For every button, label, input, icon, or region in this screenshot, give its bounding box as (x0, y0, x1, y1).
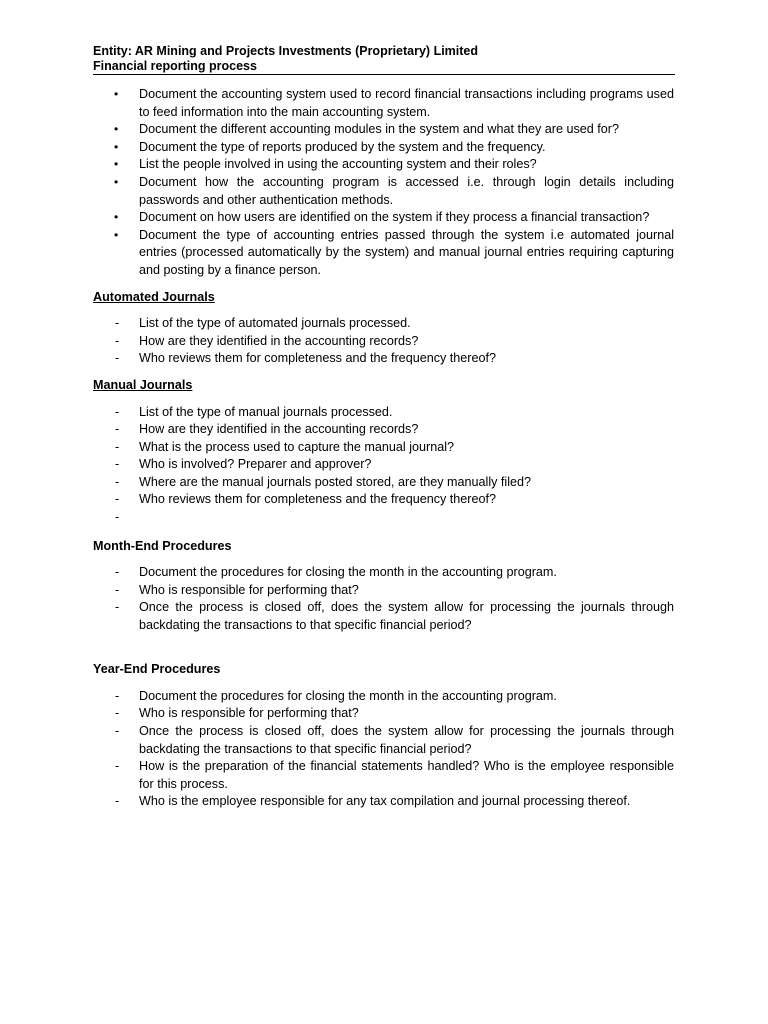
list-item-text: How is the preparation of the financial statements handled? Who is the employee responsible for this process. (139, 759, 674, 791)
intro-bullet-list (93, 86, 674, 280)
bullet-marker: • (114, 227, 119, 242)
month-end-heading: Month-End Procedures (93, 538, 232, 553)
dash-marker: - (115, 582, 120, 597)
list-item (93, 121, 674, 139)
list-item (93, 456, 674, 474)
list-item-text: What is the process used to capture the manual journal? (139, 439, 455, 454)
dash-marker: - (115, 759, 120, 774)
list-item (93, 758, 674, 793)
list-item-text: Document the procedures for closing the month in the accounting program. (139, 565, 557, 580)
list-item (93, 404, 674, 422)
list-item (93, 227, 674, 280)
automated-journals-list (93, 315, 674, 368)
list-item-text: Document the accounting system used to record financial transactions including programs used to feed information into the main accounting system. (139, 87, 674, 119)
bullet-marker: • (114, 139, 119, 154)
entity-line: Entity: AR Mining and Projects Investments (Proprietary) Limited (93, 44, 479, 58)
list-item-text: Document the procedures for closing the month in the accounting program. (139, 688, 557, 703)
automated-journals-heading: Automated Journals (93, 289, 215, 304)
list-item-text: Once the process is closed off, does the system allow for processing the journals through backdating the transactions to that specific financial period? (139, 724, 674, 756)
bullet-marker: • (114, 157, 119, 172)
list-item-text (139, 510, 143, 524)
dash-marker: - (115, 333, 120, 348)
list-item (93, 333, 674, 351)
dash-marker: - (115, 724, 120, 738)
list-item-text: Who reviews them for completeness and the frequency thereof? (139, 492, 497, 507)
document-body (93, 86, 674, 811)
list-item (93, 582, 674, 600)
bullet-marker: • (114, 174, 119, 189)
list-item-text: Who is responsible for performing that? (139, 706, 359, 721)
manual-journals-heading: Manual Journals (93, 377, 193, 392)
list-item-text: Who reviews them for completeness and the frequency thereof? (139, 351, 497, 366)
list-item-text: Where are the manual journals posted stored, are they manually filed? (139, 474, 532, 489)
list-item-text: List of the type of manual journals processed. (139, 404, 393, 419)
list-item-text: Document the type of reports produced by the system and the frequency. (139, 139, 546, 154)
list-item (93, 174, 674, 209)
list-item-text: Document the type of accounting entries passed through the system i.e automated journal entries (processed automatically by the system) and manual journal entries requiring capturing and posting by a finance person. (139, 227, 674, 277)
dash-marker: - (115, 422, 120, 437)
header-rule (93, 74, 675, 75)
dash-marker: - (115, 794, 120, 809)
list-item (93, 474, 674, 492)
list-item-text: How are they identified in the accounting records? (139, 422, 419, 437)
dash-marker: - (115, 474, 120, 489)
list-item (93, 209, 674, 227)
bullet-marker: • (114, 210, 119, 225)
year-end-heading: Year-End Procedures (93, 662, 221, 677)
section-spacer (93, 635, 674, 653)
list-item (93, 599, 674, 634)
bullet-marker: • (114, 122, 119, 137)
list-item-text: Document on how users are identified on the system if they process a financial transaction? (139, 210, 650, 225)
list-item (93, 350, 674, 368)
dash-marker: - (115, 439, 120, 454)
list-item (93, 793, 674, 811)
dash-marker: - (115, 600, 120, 615)
dash-marker: - (115, 492, 120, 507)
list-item (93, 723, 674, 758)
bullet-marker: • (114, 87, 119, 101)
list-item (93, 564, 674, 582)
year-end-list (93, 688, 674, 811)
manual-journals-list (93, 404, 674, 527)
process-title: Financial reporting process (93, 59, 257, 73)
dash-marker: - (115, 565, 120, 580)
dash-marker: - (115, 688, 120, 703)
dash-marker: - (115, 457, 120, 472)
dash-marker: - (115, 316, 120, 331)
dash-marker: - (115, 706, 120, 721)
list-item-text: Once the process is closed off, does the system allow for processing the journals through backdating the transactions to that specific financial period? (139, 600, 674, 633)
list-item (93, 491, 674, 509)
list-item (93, 139, 674, 157)
list-item-text: Who is the employee responsible for any tax compilation and journal processing thereof. (139, 794, 631, 809)
list-item (93, 705, 674, 723)
list-item-text: List the people involved in using the accounting system and their roles? (139, 157, 537, 172)
document-header (93, 43, 675, 75)
list-item (93, 421, 674, 439)
list-item (93, 315, 674, 333)
dash-marker: - (115, 351, 120, 366)
month-end-list (93, 564, 674, 634)
list-item-text: Who is involved? Preparer and approver? (139, 457, 372, 472)
list-item (93, 439, 674, 457)
list-item (93, 688, 674, 706)
list-item-text: Document the different accounting modules in the system and what they are used for? (139, 122, 620, 137)
list-item-text: How are they identified in the accounting records? (139, 333, 419, 348)
dash-marker: - (115, 404, 120, 419)
list-item (93, 86, 674, 121)
list-item (93, 156, 674, 174)
list-item-text: List of the type of automated journals processed. (139, 316, 411, 331)
list-item (93, 509, 674, 527)
dash-marker: - (115, 510, 120, 525)
list-item-text: Document how the accounting program is accessed i.e. through login details including passwords and other authentication methods. (139, 174, 674, 207)
list-item-text: Who is responsible for performing that? (139, 582, 359, 597)
